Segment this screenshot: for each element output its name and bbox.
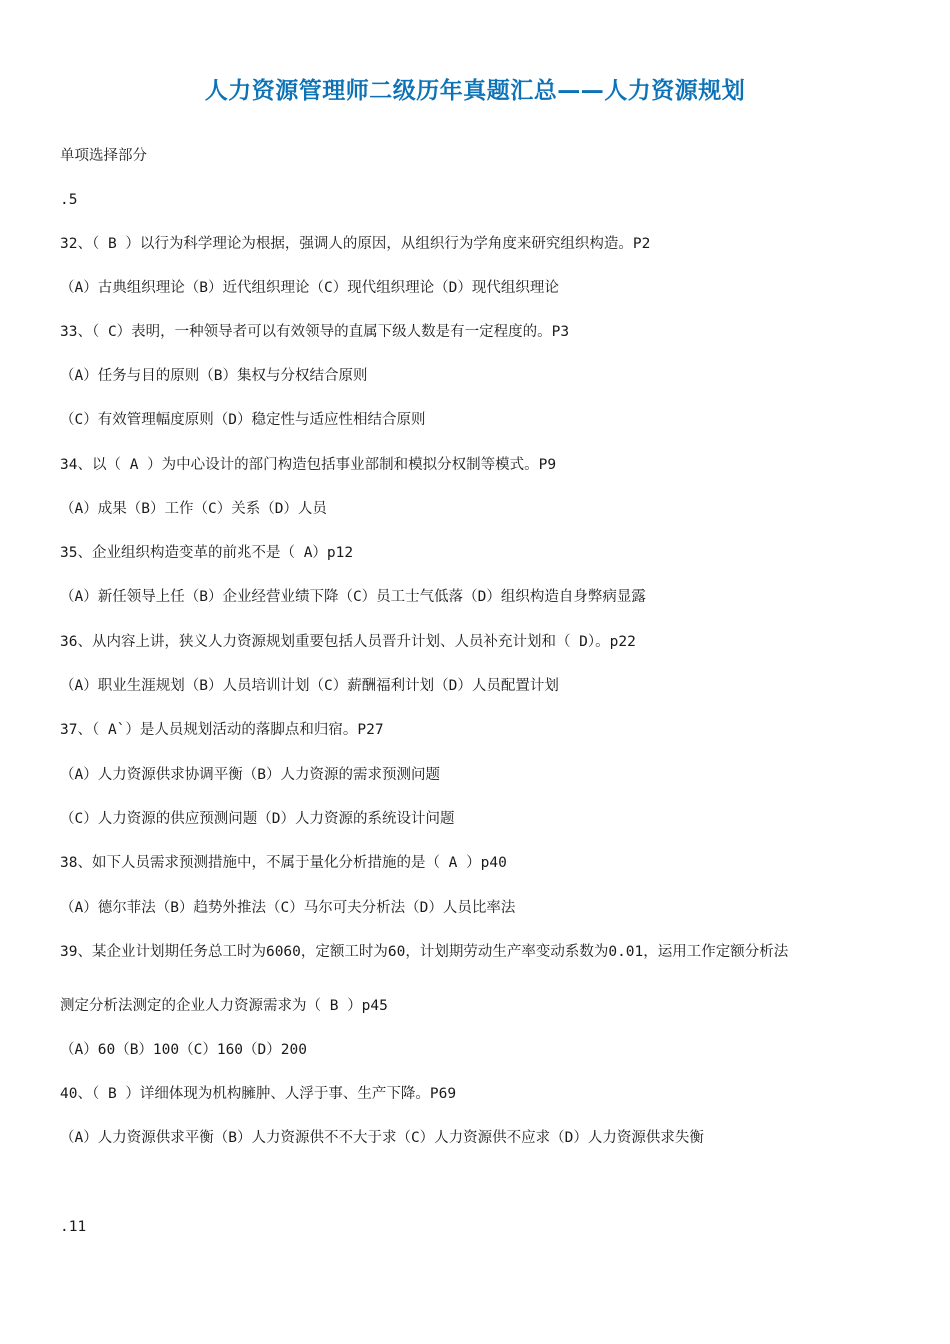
- question-38: 38、如下人员需求预测措施中，不属于量化分析措施的是（ A ）p40: [60, 855, 507, 871]
- options-40: （A）人力资源供求平衡（B）人力资源供不不大于求（C）人力资源供不应求（D）人力资源供求失衡: [60, 1130, 704, 1146]
- page-marker-bottom: .11: [60, 1219, 87, 1235]
- options-33-row1: （A）任务与目的原则（B）集权与分权结合原则: [60, 368, 368, 384]
- options-34: （A）成果（B）工作（C）关系（D）人员: [60, 501, 327, 517]
- options-32: （A）古典组织理论（B）近代组织理论（C）现代组织理论（D）现代组织理论: [60, 280, 559, 296]
- question-32: 32、（ B ）以行为科学理论为根据，强调人的原因，从组织行为学角度来研究组织构造。P2: [60, 236, 651, 252]
- options-36: （A）职业生涯规划（B）人员培训计划（C）薪酬福利计划（D）人员配置计划: [60, 678, 559, 694]
- options-37-row1: （A）人力资源供求协调平衡（B）人力资源的需求预测问题: [60, 767, 440, 783]
- section-heading: 单项选择部分: [60, 148, 147, 164]
- options-39: （A）60（B）100（C）160（D）200: [60, 1042, 307, 1058]
- question-33: 33、（ C）表明，一种领导者可以有效领导的直属下级人数是有一定程度的。P3: [60, 324, 570, 340]
- question-39-row1: 39、某企业计划期任务总工时为6060，定额工时为60，计划期劳动生产率变动系数为0.01，运用工作定额分析法: [60, 944, 789, 960]
- question-37: 37、（ A`）是人员规划活动的落脚点和归宿。P27: [60, 722, 384, 738]
- options-35: （A）新任领导上任（B）企业经营业绩下降（C）员工士气低落（D）组织构造自身弊病显露: [60, 589, 646, 605]
- page-marker-top: .5: [60, 192, 78, 208]
- document-title: 人力资源管理师二级历年真题汇总——人力资源规划: [204, 78, 746, 104]
- question-40: 40、（ B ）详细体现为机构臃肿、人浮于事、生产下降。P69: [60, 1086, 457, 1102]
- question-39-row2: 测定分析法测定的企业人力资源需求为（ B ）p45: [60, 998, 388, 1014]
- options-37-row2: （C）人力资源的供应预测问题（D）人力资源的系统设计问题: [60, 811, 455, 827]
- question-35: 35、企业组织构造变革的前兆不是（ A）p12: [60, 545, 354, 561]
- options-33-row2: （C）有效管理幅度原则（D）稳定性与适应性相结合原则: [60, 412, 426, 428]
- options-38: （A）德尔菲法（B）趋势外推法（C）马尔可夫分析法（D）人员比率法: [60, 900, 516, 916]
- question-36: 36、从内容上讲，狭义人力资源规划重要包括人员晋升计划、人员补充计划和（ D）。p22: [60, 634, 636, 650]
- question-34: 34、以（ A ）为中心设计的部门构造包括事业部制和模拟分权制等模式。P9: [60, 457, 557, 473]
